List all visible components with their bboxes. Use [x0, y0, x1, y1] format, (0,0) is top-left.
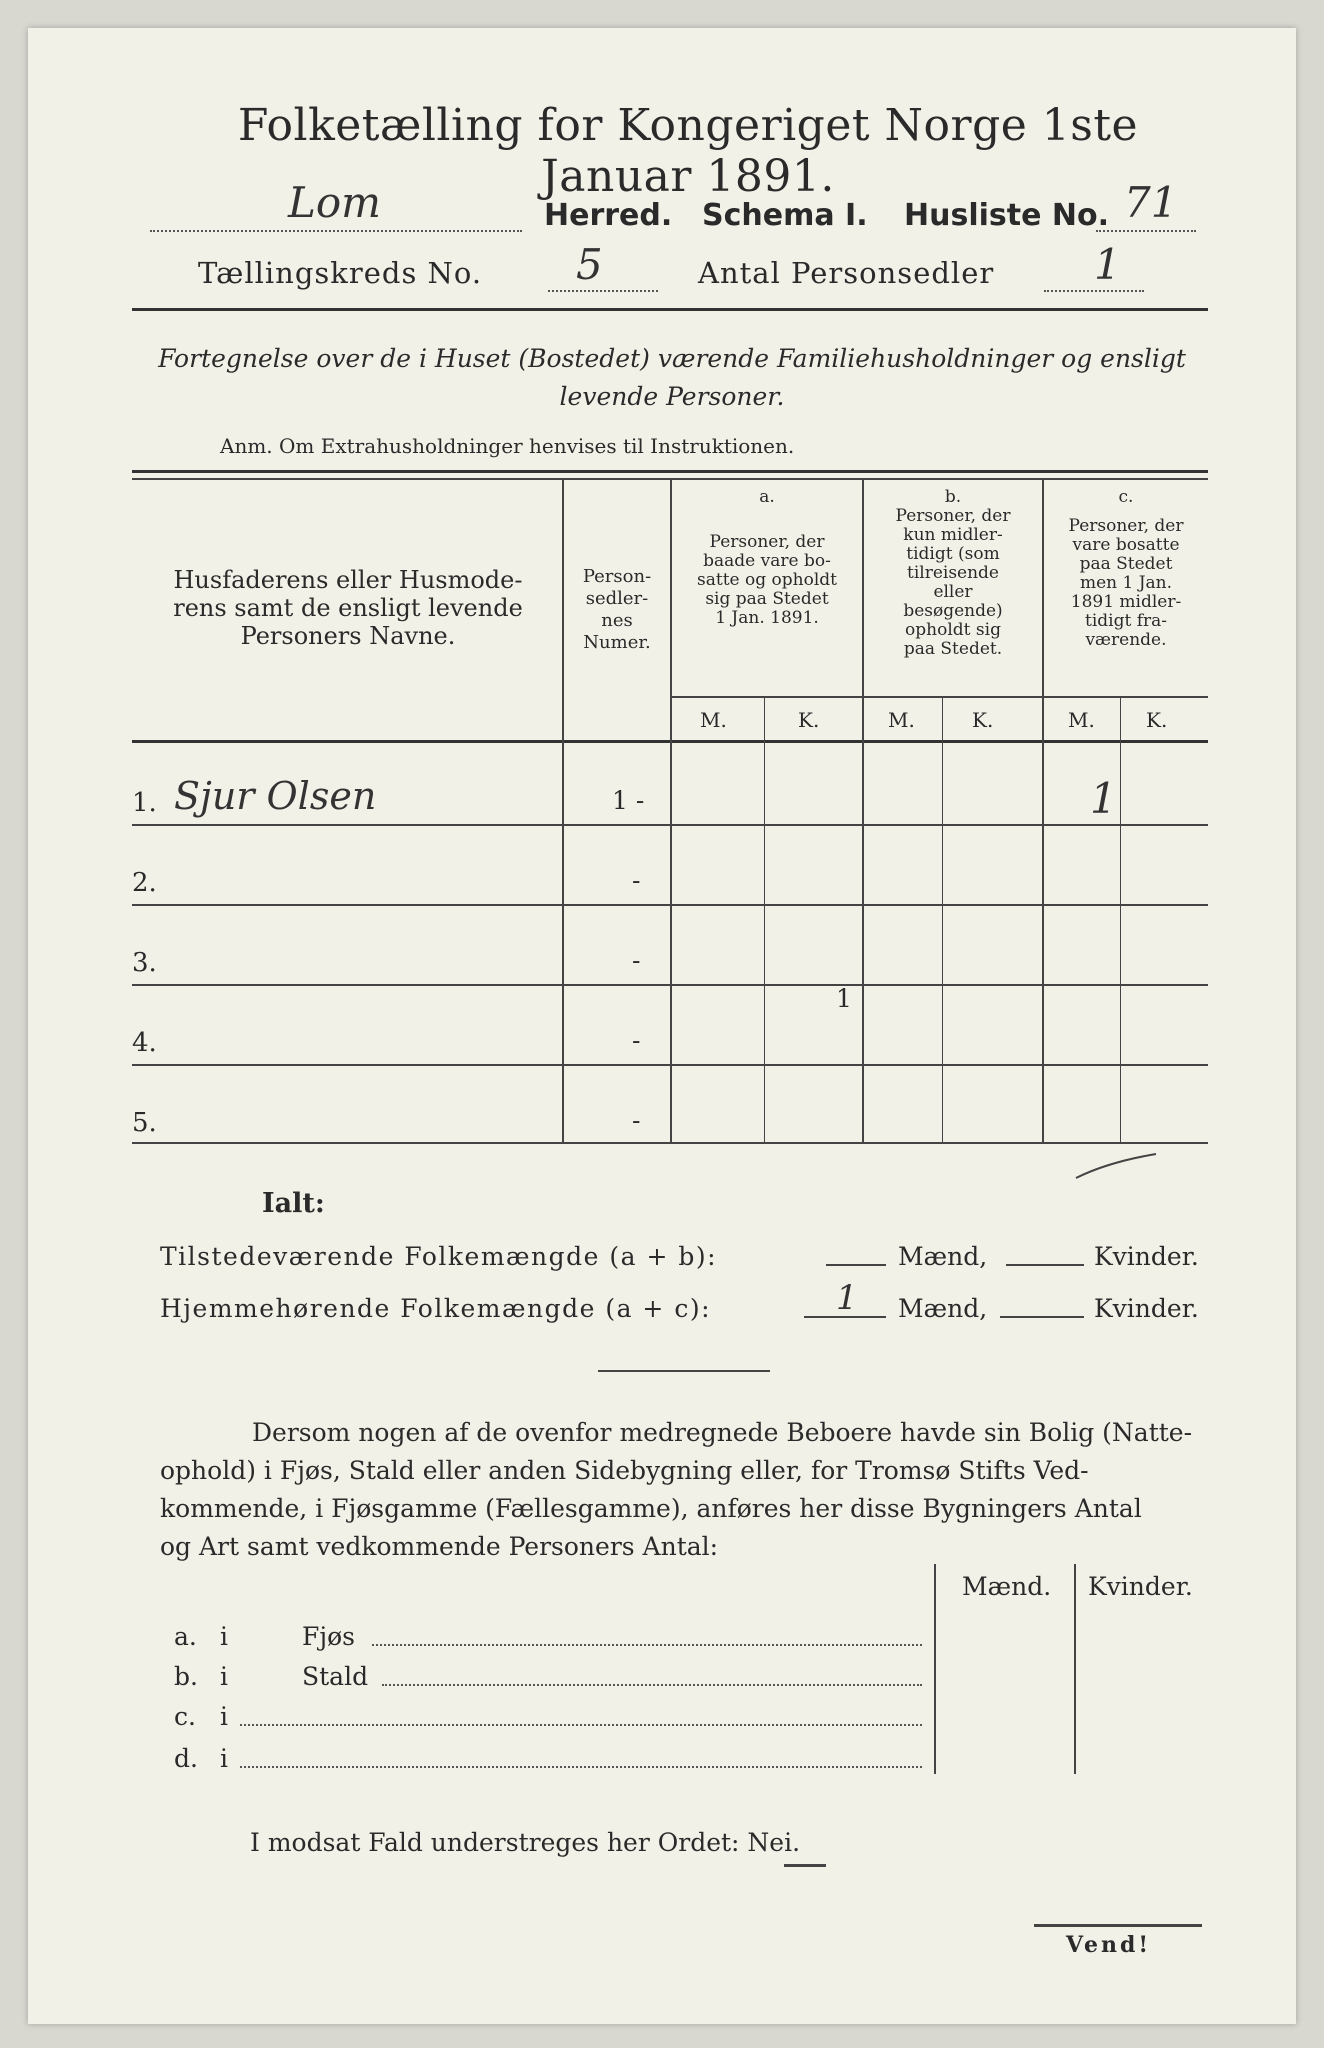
building-prep: i — [220, 1702, 228, 1731]
census-form — [28, 28, 1296, 2024]
buildings-kvinder-header: Kvinder. — [1088, 1572, 1193, 1601]
col-b-header-line: besøgende) — [903, 601, 1003, 621]
col-c-header-line: værende. — [1085, 630, 1167, 650]
form-title: Folketælling for Kongeriget Norge 1ste Januar 1891. — [237, 100, 1139, 202]
table-top-rule — [132, 470, 1208, 473]
buildings-para-line: Dersom nogen af de ovenfor medregnede Beboere havde sin Bolig (Natte- — [252, 1418, 1193, 1447]
hjemme-maend-label: Mænd, — [898, 1294, 988, 1323]
col-c-header-line: paa Stedet — [1079, 554, 1173, 574]
col-c-letter: c. — [1118, 487, 1134, 507]
building-letter: b. — [174, 1662, 198, 1691]
building-prep: i — [220, 1622, 228, 1651]
footer-note: I modsat Fald understreges her Ordet: Nei. — [250, 1828, 801, 1857]
row-num: - — [632, 1026, 641, 1055]
buildings-para-line: ophold) i Fjøs, Stald eller anden Sidebygning eller, for Tromsø Stifts Ved- — [160, 1456, 1089, 1485]
col-name-header-line: rens samt de ensligt levende — [173, 594, 523, 622]
col-divider-a-mk — [764, 698, 765, 1142]
anm-note: Anm. Om Extrahusholdninger henvises til Instruktionen. — [220, 434, 795, 458]
col-a-header-line: satte og opholdt — [697, 570, 837, 590]
row-num: - — [632, 946, 641, 975]
intro-line-1: Fortegnelse over de i Huset (Bostedet) værende Familiehusholdninger og ensligt — [158, 344, 1186, 373]
building-prep: i — [220, 1744, 228, 1773]
ialt-label: Ialt: — [262, 1188, 325, 1219]
personsedler-label: Antal Personsedler — [698, 256, 995, 290]
building-label: Stald — [302, 1662, 369, 1691]
buildings-paragraph — [160, 1414, 1208, 1566]
col-b-header — [864, 488, 1042, 659]
buildings-para-line: og Art samt vedkommende Personers Antal: — [160, 1532, 719, 1561]
intro-line-2: levende Personer. — [559, 382, 785, 411]
row-a-k: 1 — [836, 984, 852, 1013]
row-rule — [132, 824, 1208, 826]
building-letter: a. — [174, 1622, 197, 1651]
herred-label: Herred. — [544, 198, 673, 233]
col-divider-c-mk — [1120, 698, 1121, 1142]
buildings-divider-2 — [1074, 1564, 1076, 1774]
col-a-header — [672, 488, 862, 628]
col-b-header-line: eller — [933, 582, 973, 602]
col-c-header-line: tidigt fra- — [1084, 611, 1167, 631]
col-b-header-line: paa Stedet. — [903, 639, 1003, 659]
husliste-value: 71 — [1124, 178, 1178, 227]
buildings-divider-1 — [934, 1564, 936, 1774]
row-rule — [132, 904, 1208, 906]
building-label: Fjøs — [302, 1622, 355, 1651]
kreds-value: 5 — [576, 240, 603, 289]
nei-underline — [784, 1864, 826, 1867]
building-dots — [240, 1724, 922, 1726]
col-b-header-line: tidigt (som — [906, 544, 1000, 564]
husliste-label: Husliste No. — [904, 198, 1109, 233]
tilstede-kvinder-label: Kvinder. — [1094, 1242, 1199, 1271]
row-name: Sjur Olsen — [174, 774, 377, 818]
col-name-header-line: Personers Navne. — [240, 622, 456, 650]
col-c-header-line: vare bosatte — [1072, 535, 1180, 555]
tilstede-maend-blank — [826, 1264, 886, 1266]
c-m-label: M. — [1068, 708, 1095, 732]
row-rule — [132, 1064, 1208, 1066]
col-b-header-line: tilreisende — [906, 563, 999, 583]
buildings-para-line: kommende, i Fjøsgamme (Fællesgamme), anføres her disse Bygningers Antal — [160, 1494, 1142, 1523]
col-divider-b-mk — [942, 698, 943, 1142]
hjemme-maend-value: 1 — [836, 1278, 858, 1318]
row-num: - — [632, 866, 641, 895]
hjemme-label: Hjemmehørende Folkemængde (a + c): — [160, 1294, 711, 1323]
row-number: 4. — [132, 1028, 157, 1058]
hjemme-kvinder-blank — [1000, 1316, 1084, 1318]
col-num-header — [564, 566, 670, 654]
tilstede-label: Tilstedeværende Folkemængde (a + b): — [160, 1242, 718, 1271]
building-dots — [372, 1644, 922, 1646]
row-num: - — [632, 1106, 641, 1135]
hjemme-kvinder-label: Kvinder. — [1094, 1294, 1199, 1323]
row-c-m: 1 — [1090, 774, 1117, 823]
col-a-header-line: sig paa Stedet — [705, 589, 829, 609]
row-number: 2. — [132, 868, 157, 898]
col-b-header-line: kun midler- — [903, 525, 1003, 545]
col-a-header-line: baade vare bo- — [703, 551, 831, 571]
personsedler-value: 1 — [1094, 240, 1121, 289]
building-dots — [240, 1766, 922, 1768]
building-letter: c. — [174, 1702, 196, 1731]
col-b-header-line: Personer, der — [895, 506, 1011, 526]
col-c-header-line: 1891 midler- — [1070, 592, 1182, 612]
row-number: 1. — [132, 788, 157, 818]
col-num-header-line: Person- — [582, 566, 652, 587]
mk-subheader-rule — [670, 696, 1208, 698]
row-number: 3. — [132, 948, 157, 978]
building-dots — [382, 1684, 922, 1686]
pen-stroke-mark — [1068, 1148, 1168, 1188]
kreds-field — [548, 260, 658, 292]
building-letter: d. — [174, 1744, 198, 1773]
vend-label: Vend! — [1066, 1932, 1152, 1958]
col-num-header-line: Numer. — [583, 632, 651, 653]
col-a-header-line: 1 Jan. 1891. — [715, 608, 819, 628]
col-a-header-line: Personer, der — [709, 532, 825, 552]
herred-value: Lom — [288, 178, 382, 227]
a-k-label: K. — [798, 708, 820, 732]
kreds-label: Tællingskreds No. — [198, 256, 483, 290]
col-c-header-line: Personer, der — [1068, 516, 1184, 536]
col-name-header — [138, 566, 558, 650]
b-m-label: M. — [888, 708, 915, 732]
col-b-letter: b. — [944, 487, 962, 507]
row-rule — [132, 984, 1208, 986]
section-divider — [598, 1370, 770, 1372]
col-c-header — [1044, 488, 1208, 650]
schema-label: Schema I. — [702, 198, 868, 233]
col-b-header-line: opholdt sig — [905, 620, 1001, 640]
tilstede-maend-label: Mænd, — [898, 1242, 988, 1271]
tilstede-kvinder-blank — [1006, 1264, 1084, 1266]
col-num-header-line: sedler- — [585, 588, 649, 609]
row-rule — [132, 1142, 1208, 1144]
col-name-header-line: Husfaderens eller Husmode- — [173, 566, 523, 594]
vend-rule — [1034, 1924, 1202, 1927]
building-prep: i — [220, 1662, 228, 1691]
a-m-label: M. — [700, 708, 727, 732]
c-k-label: K. — [1146, 708, 1168, 732]
col-c-header-line: men 1 Jan. — [1079, 573, 1173, 593]
b-k-label: K. — [972, 708, 994, 732]
col-num-header-line: nes — [601, 610, 633, 631]
buildings-maend-header: Mænd. — [962, 1572, 1052, 1601]
header-rule — [132, 308, 1208, 311]
row-num: 1 - — [612, 786, 645, 815]
row-number: 5. — [132, 1108, 157, 1138]
col-a-letter: a. — [759, 487, 775, 507]
